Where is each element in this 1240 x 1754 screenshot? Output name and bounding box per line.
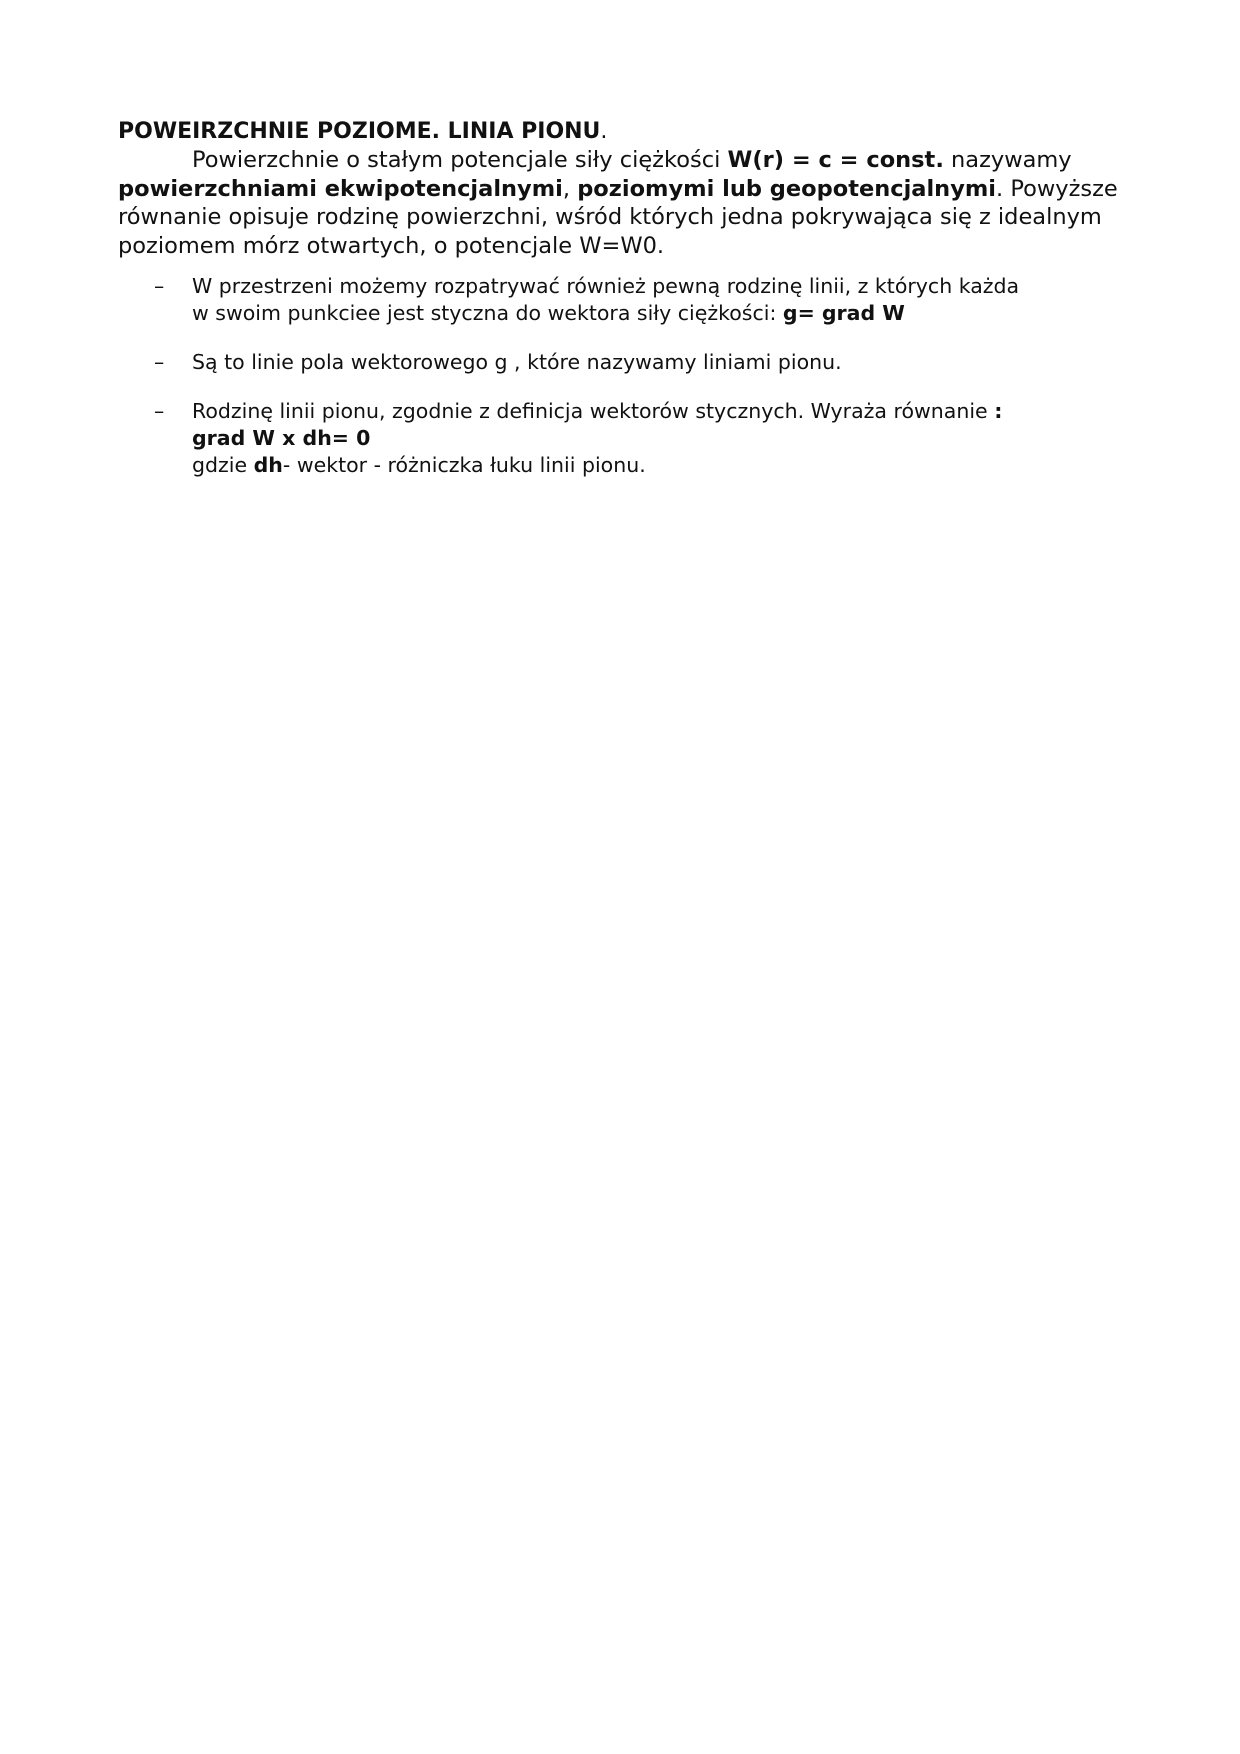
bullet-dash: – [154, 399, 165, 423]
intro-paragraph [118, 146, 1128, 260]
intro-text-3: , [562, 175, 578, 202]
bullet-3-where-text-2: - wektor - różniczka łuku linii pionu. [282, 453, 646, 477]
bullet-3-line-1 [192, 398, 1128, 425]
document-body [118, 118, 1128, 479]
bullet-1-line-2 [192, 300, 1128, 327]
title-bold: POWEIRZCHNIE POZIOME. LINIA PIONU [118, 119, 601, 144]
bullet-3-line-1-text: Rodzinę linii pionu, zgodnie z definicja wektorów stycznych. Wyraża równanie [192, 399, 995, 423]
bullet-3-where-symbol: dh [253, 453, 283, 477]
list-item [118, 398, 1128, 479]
bullet-3-colon: : [994, 399, 1003, 423]
intro-formula: W(r) = c = const. [727, 147, 944, 173]
bullet-dash: – [154, 350, 165, 374]
bullet-1-line-1: W przestrzeni możemy rozpatrywać również pewną rodzinę linii, z których każda [192, 274, 1020, 298]
bullet-3-where [192, 452, 1128, 479]
list-item [118, 273, 1128, 327]
intro-text-2: nazywamy [943, 147, 1072, 173]
document-title [118, 118, 1128, 146]
bullet-dash: – [154, 274, 165, 298]
bullet-1-formula: g= grad W [782, 301, 905, 325]
bullet-3-equation: grad W x dh= 0 [192, 426, 371, 450]
bullet-1-line-2-text: w swoim punkciee jest styczna do wektora siły ciężkości: [192, 301, 783, 325]
title-period: . [600, 119, 608, 144]
intro-term-level: poziomymi lub geopotencjalnymi [577, 175, 997, 202]
list-item [118, 349, 1128, 376]
intro-text-4: . Powyższe równanie opisuje rodzinę powierzchni, wśród których jedna pokrywająca się z idealnym poziomem mórz otwartych, o potencjale W=W0. [118, 175, 1118, 259]
intro-text-1: Powierzchnie o stałym potencjale siły ciężkości [192, 147, 728, 173]
bullet-list [118, 273, 1128, 479]
bullet-3-where-text-1: gdzie [192, 453, 254, 477]
intro-term-equipotential: powierzchniami ekwipotencjalnymi [118, 175, 563, 202]
bullet-2-text: Są to linie pola wektorowego g , które nazywamy liniami pionu. [192, 350, 842, 374]
